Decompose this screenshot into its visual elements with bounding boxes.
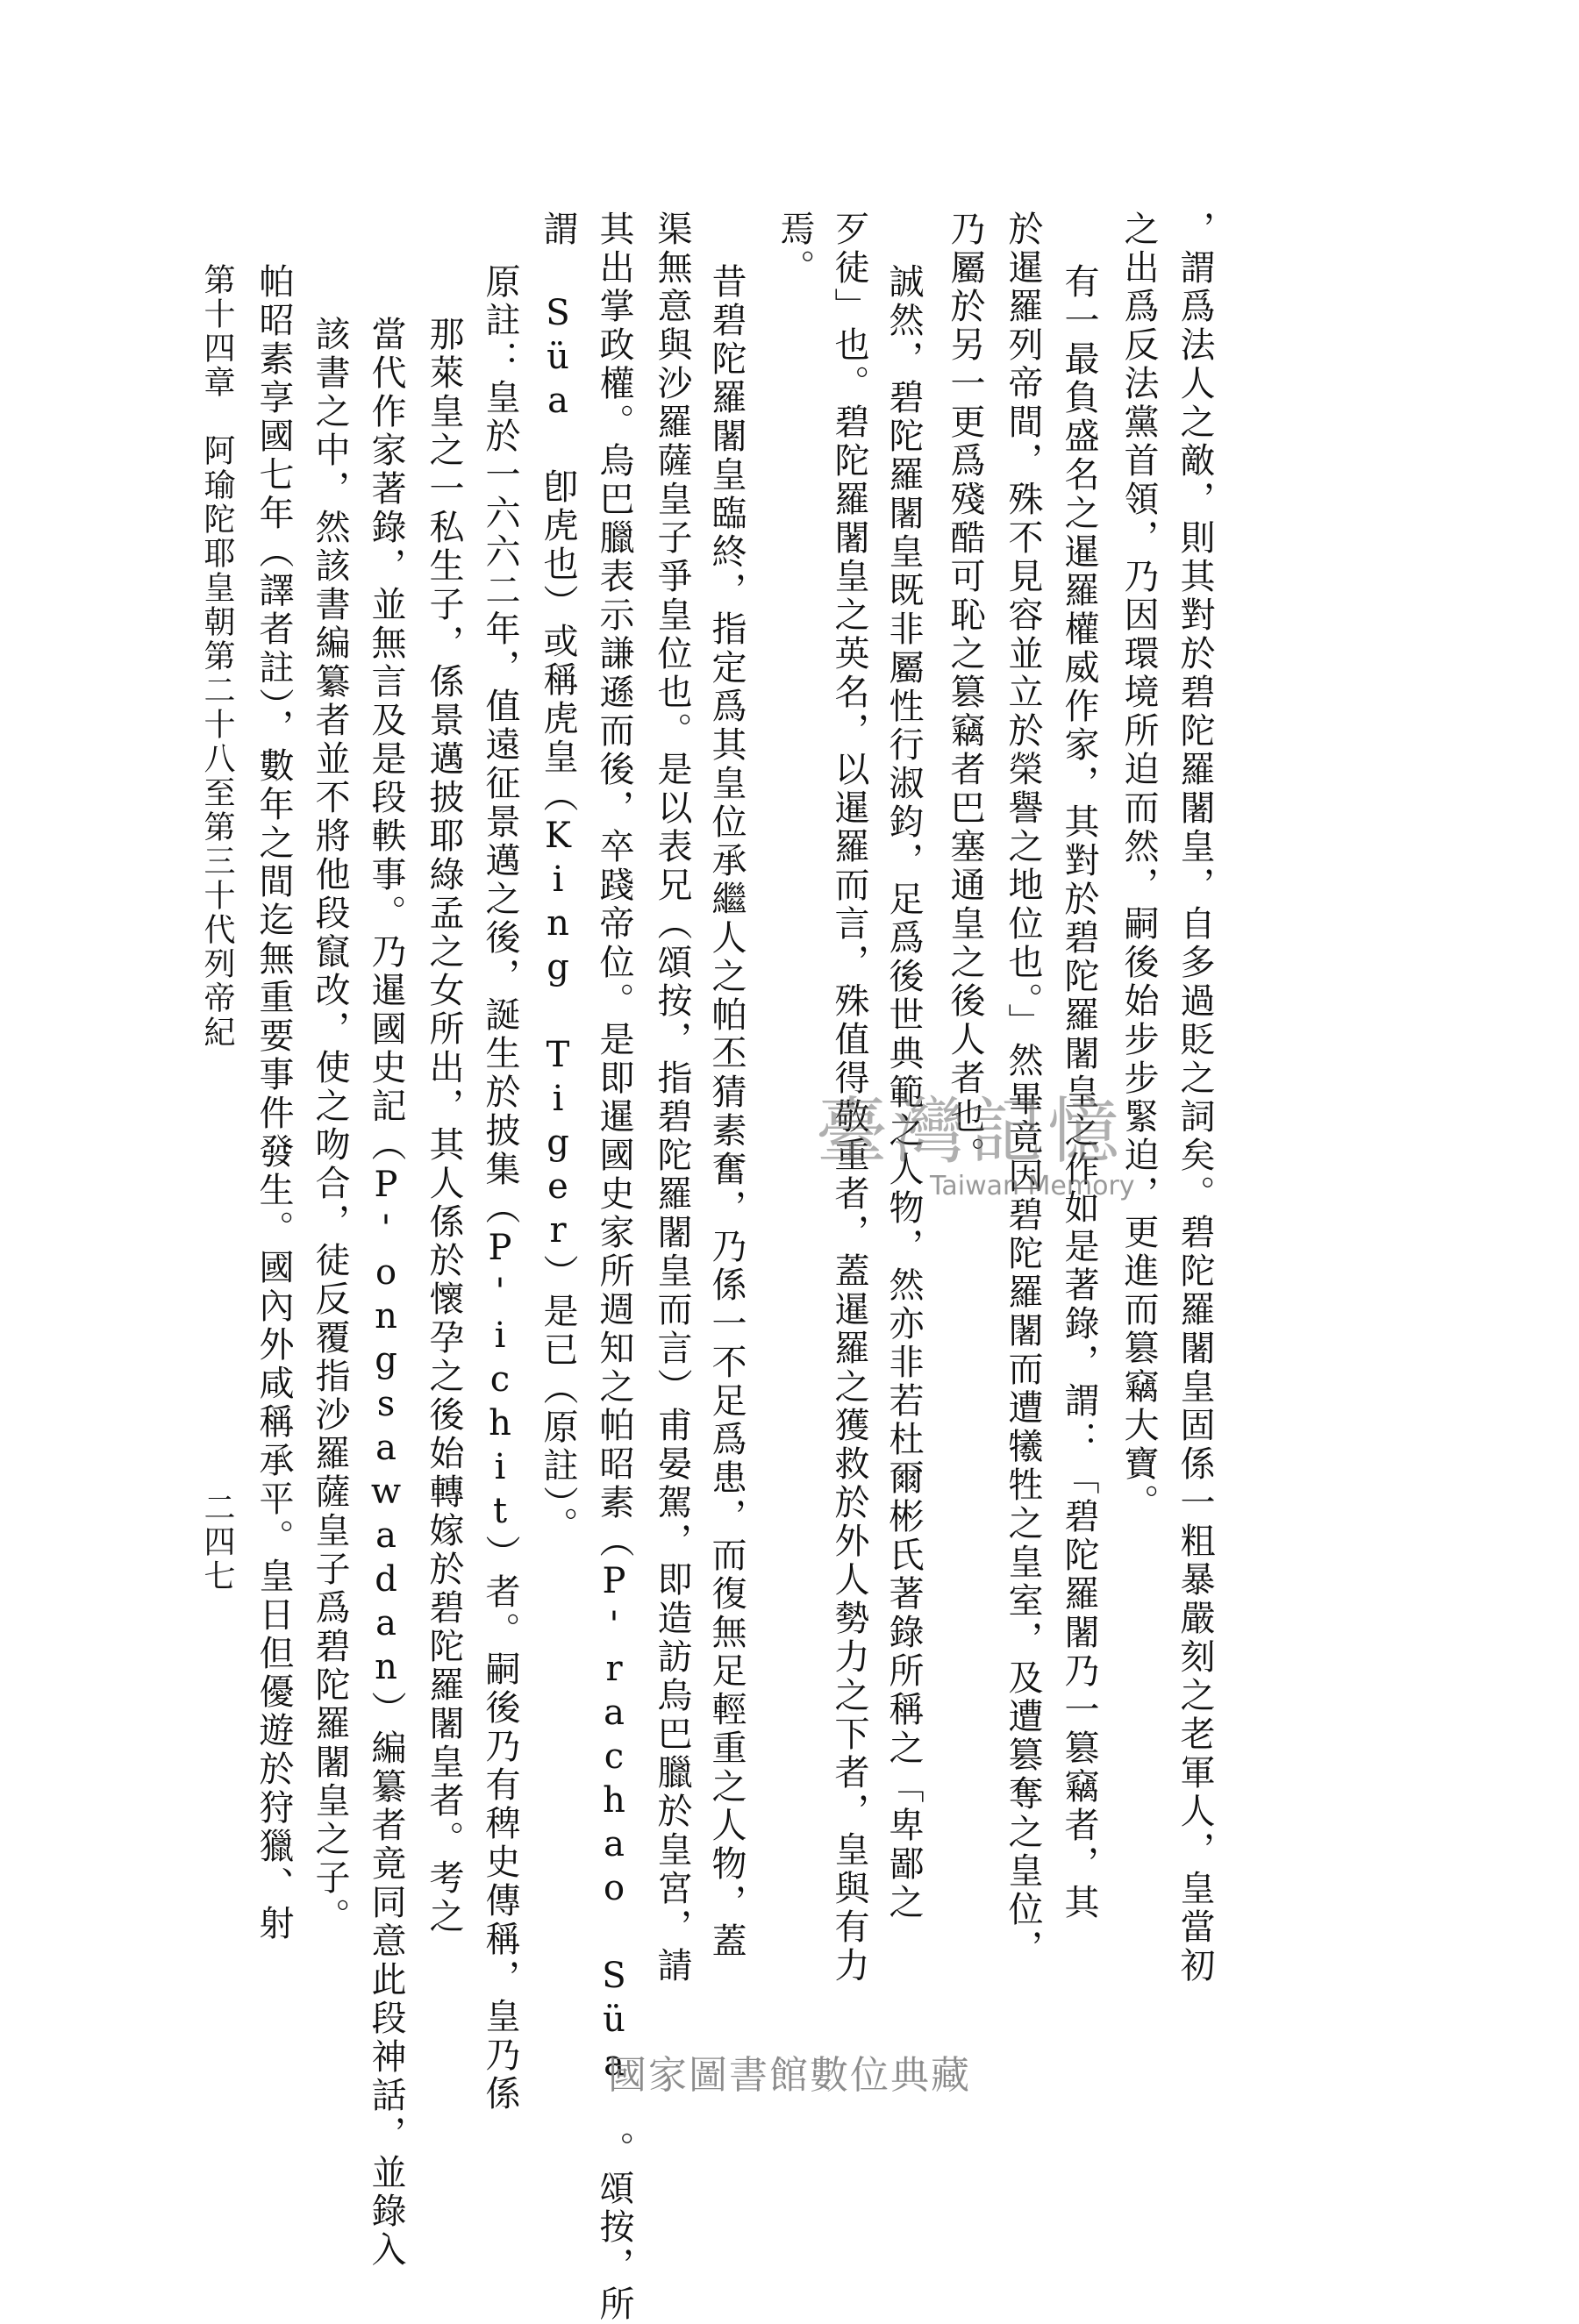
text-column-7: 歹徒」也。碧陀羅闍皇之英名，以暹羅而言，殊值得敬重者，蓋暹羅之獲救於外人勢力之下者，皇與有力: [829, 210, 869, 1985]
watermark-text: 臺灣記憶: [816, 1090, 1125, 1173]
text-column-1: ，謂爲法人之敵，則其對於碧陀羅闍皇，自多過貶之詞矣。碧陀羅闍皇固係一粗暴嚴刻之老軍人，皇當初: [1175, 210, 1215, 1985]
page-number: 二四七: [199, 1491, 235, 1593]
text-column-4: 於暹羅列帝間，殊不見容並立於榮譽之地位也。」然畢竟因碧陀羅闍而遭犧牲之皇室，及遭篡奪之皇位，: [1003, 210, 1043, 1968]
text-column-5: 乃屬於另一更爲殘酷可恥之篡竊者巴塞通皇之後人者也。: [945, 210, 985, 1175]
note-column-1: 原註：皇於一六六二年，值遠征景邁之後，誕生於披集（P'ichit）者。嗣後乃有稗史傳稱，皇乃係: [480, 263, 520, 2114]
text-column-2: 之出爲反法黨首領，乃因環境所迫而然，嗣後始步步緊迫，更進而篡竊大寶。: [1118, 210, 1159, 1522]
text-column-11: 其出掌政權。烏巴臘表示謙遜而後，卒踐帝位。是即暹國史家所週知之帕昭素（P'rachao Süa 。頌按，所: [594, 210, 634, 2324]
note-column-2: 那萊皇之一私生子，係景邁披耶綠孟之女所出，其人係於懷孕之後始轉嫁於碧陀羅闍皇者。考之: [424, 316, 464, 1936]
note-column-4: 該書之中，然該書編纂者並不將他段竄改，使之吻合，徒反覆指沙羅薩皇子爲碧陀羅闍皇之子。: [310, 316, 350, 1936]
text-column-12: 謂 Süa 卽虎也）或稱虎皇（King Tiger）是已（原註）。: [538, 210, 578, 1545]
running-title: 第十四章 阿瑜陀耶皇朝第二十八至第三十代列帝紀: [199, 263, 235, 1050]
footer-banner: 國家圖書館數位典藏: [608, 2053, 971, 2098]
watermark-subtitle: Taiwan Memory: [930, 1171, 1135, 1201]
text-column-9: 昔碧陀羅闍皇臨終，指定爲其皇位承繼人之帕丕猜素奮，乃係一不足爲患，而復無足輕重之人物，蓋: [706, 263, 747, 1961]
note-column-3: 當代作家著錄，並無言及是段軼事。乃暹國史記（P'ongsawadan）編纂者竟同意此段神話，並錄入: [366, 316, 406, 2270]
text-column-6: 誠然，碧陀羅闍皇既非屬性行淑鈞，足爲後世典範之人物，然亦非若杜爾彬氏著錄所稱之「卑鄙之: [883, 263, 924, 1922]
text-column-13: 帕昭素享國七年（譯者註），數年之間迄無重要事件發生。國內外咸稱承平。皇日但優遊於狩獵、射: [254, 263, 294, 1943]
text-column-8: 焉。: [775, 210, 815, 288]
text-column-3: 有一最負盛名之暹羅權威作家，其對於碧陀羅闍皇之作如是著錄，謂：「碧陀羅闍乃一篡竊者，其: [1059, 263, 1099, 1922]
text-column-10: 渠無意與沙羅薩皇子爭皇位也。是以表兄（頌按，指碧陀羅闍皇而言）甫晏駕，即造訪烏巴臘於皇宮，請: [652, 210, 692, 1985]
